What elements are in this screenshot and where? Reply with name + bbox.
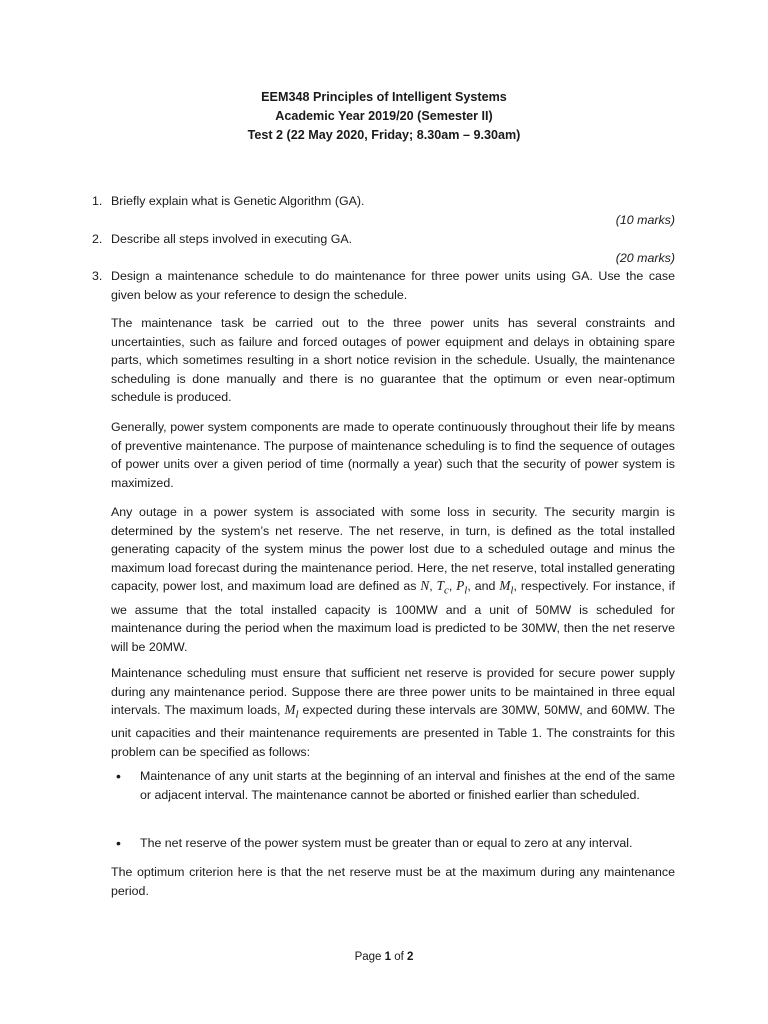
symbol-subscript: l	[295, 708, 299, 721]
symbol-letter: P	[456, 578, 465, 594]
question-text: Describe all steps involved in executing GA.	[111, 232, 353, 246]
symbol-installed-capacity	[436, 578, 449, 598]
symbol-subscript: l	[464, 585, 468, 598]
question-1	[92, 192, 675, 229]
page-of: of	[391, 951, 408, 963]
paragraph-preventive-maintenance: Generally, power system components are made to operate continuously throughout their life by means of preventive maintenance. The purpose of maintenance scheduling is to find the sequence of outages of power units over a given period of time (normally a year) such that the security of power system is maximized.	[111, 420, 675, 490]
constraint-bullet-2	[111, 834, 675, 853]
symbol-maximum-load	[284, 702, 299, 721]
test-info: Test 2 (22 May 2020, Friday; 8.30am – 9.30am)	[247, 128, 521, 142]
total-pages: 2	[407, 951, 414, 963]
symbol-power-lost	[456, 578, 468, 598]
paragraph-constraints: The maintenance task be carried out to the three power units has several constraints and uncertainties, such as failure and forced outages of power equipment and delays in obtaining spare parts, which sometimes resulting in a short notice revision in the schedule. Usually, the maintenance scheduling is done manually and there is no guarantee that the optimum or even near-optimum schedule is produced.	[111, 316, 675, 405]
current-page: 1	[384, 951, 392, 963]
question-number: 2.	[92, 232, 103, 246]
page-footer	[0, 948, 768, 967]
paragraph-maintenance-scheduling	[111, 664, 675, 762]
bullet-text: The net reserve of the power system must be greater than or equal to zero at any interval.	[140, 836, 633, 850]
symbol-maximum-load	[499, 578, 514, 598]
symbol-net-reserve: N	[420, 578, 430, 594]
bullet-icon: •	[116, 768, 121, 784]
symbol-subscript: l	[510, 585, 514, 598]
symbol-letter: M	[284, 702, 296, 718]
question-marks: (20 marks)	[615, 250, 675, 265]
separator: , and	[467, 579, 500, 594]
academic-year: Academic Year 2019/20 (Semester II)	[275, 109, 493, 123]
paragraph-net-reserve	[111, 503, 675, 656]
question-number: 1.	[92, 194, 103, 208]
symbol-letter: T	[436, 578, 444, 594]
scheduling-text-a: Maintenance scheduling must ensure that sufficient net reserve is provided for secure power supply during any maintenance period. Suppose there are three power units to be maintained in three equal intervals. The maximum loads,	[111, 666, 675, 718]
question-2	[92, 230, 675, 267]
net-reserve-text-a: Any outage in a power system is associated with some loss in security. The security margin is determined by the system’s net reserve. The net reserve, in turn, is defined as the total installed generating capacity of the system minus the power lost due to a scheduled outage and minus the maximum load forecast during the maintenance period. Here, the net reserve, total installed generating capacity, power lost, and maximum load are defined as	[111, 505, 675, 594]
paragraph-optimum-criterion: The optimum criterion here is that the net reserve must be at the maximum during any maintenance period.	[111, 865, 675, 898]
question-3	[92, 267, 675, 304]
question-marks: (10 marks)	[615, 212, 675, 227]
bullet-text: Maintenance of any unit starts at the beginning of an interval and finishes at the end of the same or adjacent interval. The maintenance cannot be aborted or finished earlier than scheduled.	[140, 769, 675, 802]
question-text: Briefly explain what is Genetic Algorithm (GA).	[111, 194, 365, 208]
page-label: Page	[354, 951, 385, 963]
document-header	[0, 88, 768, 145]
question-number: 3.	[92, 269, 103, 283]
symbol-letter: M	[499, 578, 511, 594]
constraint-bullet-1	[111, 767, 675, 804]
net-reserve-text-b: , respectively. For instance, if we assume that the total installed capacity is 100MW and a unit of 50MW is scheduled for maintenance during the period when the maximum load is predicted to be 30MW, then the net reserve will be 20MW.	[111, 579, 675, 654]
question-text: Design a maintenance schedule to do maintenance for three power units using GA. Use the case given below as your reference to design the schedule.	[111, 269, 675, 302]
course-title: EEM348 Principles of Intelligent Systems	[261, 90, 507, 104]
symbol-subscript: c	[443, 585, 449, 598]
separator: ,	[429, 579, 437, 594]
separator: ,	[448, 579, 457, 594]
scheduling-text-b: expected during these intervals are 30MW, 50MW, and 60MW. The unit capacities and their maintenance requirements are presented in Table 1. The constraints for this problem can be specified as follows:	[111, 703, 675, 760]
bullet-icon: •	[116, 835, 121, 851]
